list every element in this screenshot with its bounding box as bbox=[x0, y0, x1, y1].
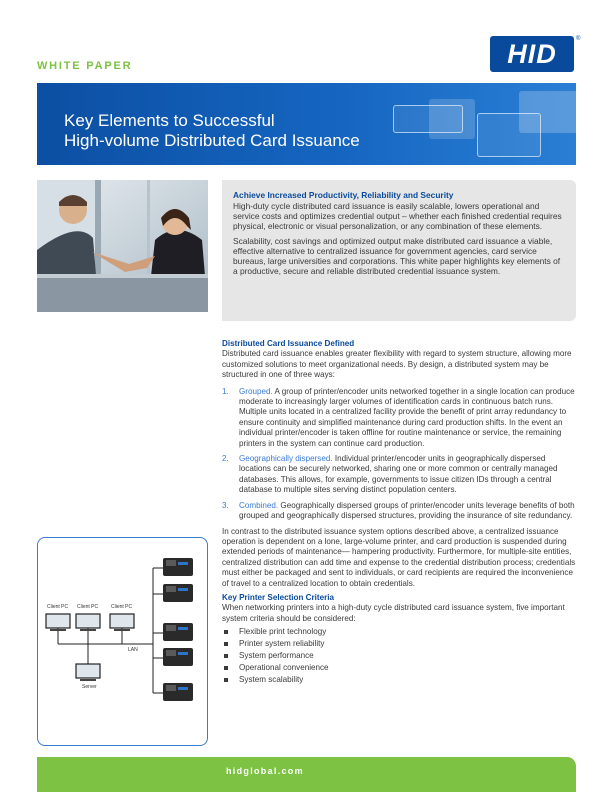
network-diagram bbox=[37, 537, 208, 746]
list-term: Geographically dispersed. bbox=[239, 454, 333, 464]
list-item: Printer system reliability bbox=[222, 639, 576, 649]
bullet-icon bbox=[224, 678, 228, 682]
list-number: 2. bbox=[222, 454, 229, 464]
client-pc-label: Client PC bbox=[77, 604, 99, 610]
section-intro: Distributed card issuance enables greater flexibility with regard to system structure, allowing more customized solutions to meet organizational needs. By design, a distributed system may be structured in one of three ways: bbox=[222, 349, 572, 380]
printer-icon bbox=[163, 584, 193, 602]
page-title: Key Elements to Successful High-volume Distributed Card Issuance bbox=[64, 111, 360, 150]
list-term: Combined. bbox=[239, 500, 279, 510]
bullet-icon bbox=[224, 654, 228, 658]
structure-list bbox=[222, 387, 576, 522]
list-item bbox=[222, 387, 576, 449]
printer-icon bbox=[163, 623, 193, 641]
server-label: Server bbox=[82, 684, 97, 690]
summary-paragraph: Scalability, cost savings and optimized output make distributed card issuance a viable, effective alternative to centralized issuance for government agencies, card service bureaus, large universities and corporations. This white paper highlights key elements of a productive, secure and reliable distributed credential issuance system. bbox=[233, 235, 561, 277]
hid-logo: HID bbox=[490, 36, 574, 72]
deco-shape bbox=[429, 99, 475, 139]
lan-label: LAN bbox=[128, 647, 138, 653]
summary-box bbox=[222, 180, 576, 321]
list-text: Individual printer/encoder units in geographically dispersed locations can be securely networked, sharing one or more common or centrally managed databases. This allows, for example, governments to issue citizen IDs through a central database to multiple sites serving distinct population centers. bbox=[239, 454, 558, 495]
photo-handshake bbox=[37, 180, 208, 312]
summary-paragraph: High-duty cycle distributed card issuance is easily scalable, lowers operational and service costs and optimizes credential output – whether each finished credential requires physical, electronic or visual personalization, or any combination of these elements. bbox=[233, 201, 562, 232]
white-paper-label: WHITE PAPER bbox=[37, 60, 133, 72]
client-pc-label: Client PC bbox=[111, 604, 133, 610]
deco-shape bbox=[519, 91, 576, 133]
bullet-icon bbox=[224, 666, 228, 670]
list-item bbox=[222, 454, 576, 496]
section-closing: In contrast to the distributed issuance system options described above, a centralized issuance operation is dependent on a lone, large-volume printer, and card production is suspended during extended periods of maintenance— hampering productivity. Furthermore, for multiple-site entities, centralized distribution can add time and expense to the credential distribution process; credentials must either be packaged and sent to individuals, or card recipients are required the inconvenience of travel to a centralized location to obtain credentials. bbox=[222, 526, 576, 588]
footer-url[interactable]: hidglobal.com bbox=[226, 766, 304, 776]
list-number: 1. bbox=[222, 386, 229, 396]
section-heading: Key Printer Selection Criteria bbox=[222, 592, 335, 602]
printer-icon bbox=[163, 558, 193, 576]
summary-heading: Achieve Increased Productivity, Reliability and Security bbox=[233, 190, 454, 200]
list-term: Grouped. bbox=[239, 386, 273, 396]
client-pc-label: Client PC bbox=[47, 604, 69, 610]
list-item: Flexible print technology bbox=[222, 627, 576, 637]
title-banner bbox=[37, 83, 576, 165]
list-text: A group of printer/encoder units networked together in a single location can produce moderate to increasingly larger volumes of identification cards in continuous batch runs. Multiple units located in a centralized facility provide the benefit of print array redundancy to ensure continuity and simplified maintenance during card production shifts. In the event an individual printer/encoder is taken offline for routine maintenance or service, the remaining printers in the system can continue card production. bbox=[239, 386, 575, 448]
list-item: Operational convenience bbox=[222, 663, 576, 673]
main-content bbox=[222, 339, 576, 687]
bullet-icon bbox=[224, 630, 228, 634]
criteria-list bbox=[222, 627, 576, 685]
section-intro: When networking printers into a high-duty cycle distributed card issuance system, five important system criteria should be considered: bbox=[222, 603, 565, 623]
footer-bar bbox=[37, 757, 576, 792]
printer-icon bbox=[163, 648, 193, 666]
list-text: Geographically dispersed groups of printer/encoder units leverage benefits of both grouped and geographically dispersed structures, providing the insurance of site redundancy. bbox=[239, 500, 575, 521]
list-item bbox=[222, 501, 576, 522]
bullet-icon bbox=[224, 642, 228, 646]
list-item: System scalability bbox=[222, 675, 576, 685]
list-number: 3. bbox=[222, 500, 229, 510]
printer-icon bbox=[163, 683, 193, 701]
list-item: System performance bbox=[222, 651, 576, 661]
section-heading: Distributed Card Issuance Defined bbox=[222, 339, 355, 348]
registered-mark: ® bbox=[576, 36, 581, 42]
